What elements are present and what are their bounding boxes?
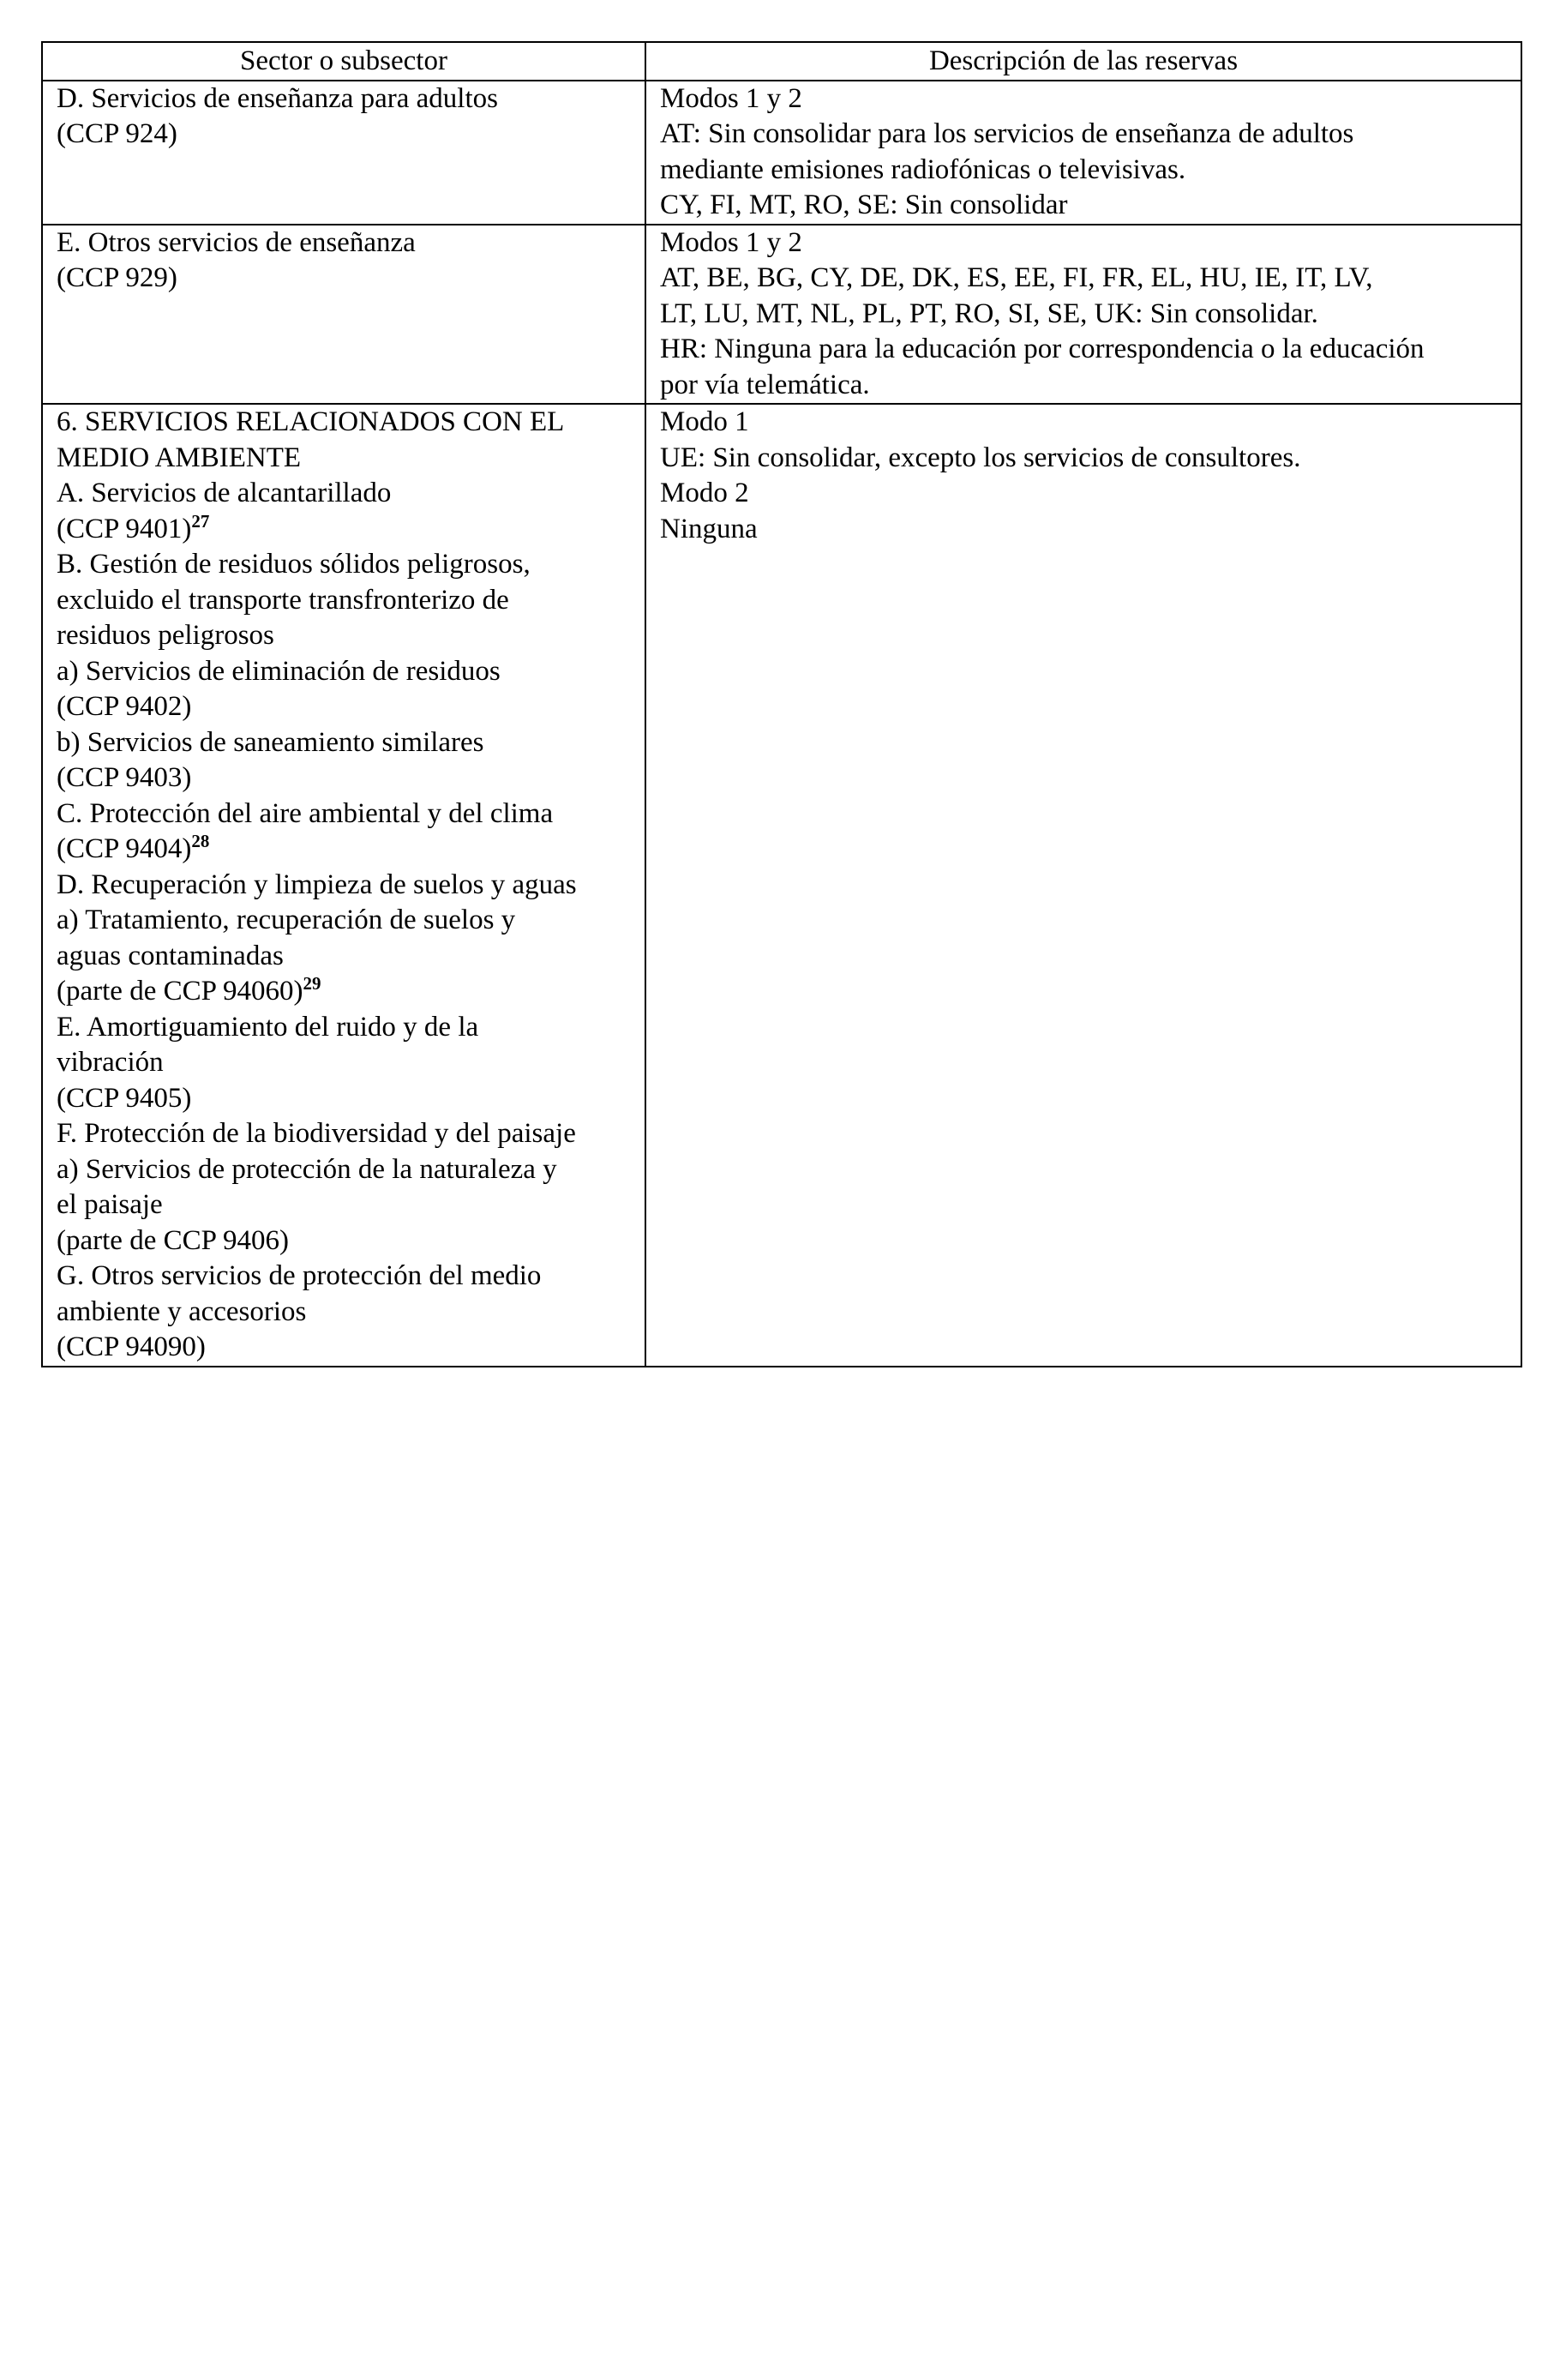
sector-line	[57, 261, 631, 297]
sector-line	[57, 225, 631, 261]
description-line: Modo 1	[660, 406, 749, 437]
description-line: LT, LU, MT, NL, PL, PT, RO, SI, SE, UK: Sin consolidar.	[660, 298, 1318, 329]
sector-text: excluido el transporte transfronterizo de	[57, 584, 509, 616]
sector-line	[57, 903, 631, 939]
sector-text: ambiente y accesorios	[57, 1295, 307, 1327]
table-row	[42, 404, 1521, 1367]
sector-line	[57, 974, 631, 1010]
sector-text: F. Protección de la biodiversidad y del paisaje	[57, 1118, 576, 1149]
sector-line	[57, 939, 631, 975]
sector-line	[57, 512, 631, 548]
footnote-reference: 27	[191, 510, 210, 532]
sector-text: a) Servicios de protección de la naturaleza y	[57, 1153, 557, 1185]
sector-line	[57, 583, 631, 619]
footnote-reference: 28	[191, 831, 210, 851]
sector-text: E. Amortiguamiento del ruido y de la	[57, 1011, 479, 1043]
sector-text: (CCP 94090)	[57, 1331, 206, 1362]
sector-text: 6. SERVICIOS RELACIONADOS CON EL	[57, 406, 565, 437]
description-cell	[645, 404, 1521, 1367]
sector-text: (parte de CCP 9406)	[57, 1224, 289, 1256]
sector-line	[57, 832, 631, 868]
header-sector: Sector o subsector	[42, 42, 645, 81]
sector-text: vibración	[57, 1047, 164, 1078]
header-description: Descripción de las reservas	[645, 42, 1521, 81]
description-line: AT, BE, BG, CY, DE, DK, ES, EE, FI, FR, EL, HU, IE, IT, LV,	[660, 262, 1373, 293]
sector-line	[57, 476, 631, 512]
sector-text: residuos peligrosos	[57, 620, 274, 651]
description-line: mediante emisiones radiofónicas o televisivas.	[660, 153, 1186, 185]
sector-line	[57, 1045, 631, 1081]
sector-line	[57, 1259, 631, 1295]
sector-text: b) Servicios de saneamiento similares	[57, 726, 484, 758]
sector-text: G. Otros servicios de protección del medio	[57, 1260, 542, 1291]
sector-line	[57, 760, 631, 796]
sector-text: aguas contaminadas	[57, 940, 284, 971]
footnote-reference: 29	[303, 973, 321, 994]
sector-cell	[42, 225, 645, 405]
sector-text: D. Servicios de enseñanza para adultos	[57, 82, 498, 114]
sector-line	[57, 654, 631, 690]
sector-text: el paisaje	[57, 1189, 163, 1220]
description-line: por vía telemática.	[660, 369, 870, 400]
sector-line	[57, 1152, 631, 1188]
sector-cell	[42, 81, 645, 225]
sector-text: E. Otros servicios de enseñanza	[57, 226, 416, 258]
sector-line	[57, 1116, 631, 1152]
sector-cell	[42, 404, 645, 1367]
description-line: AT: Sin consolidar para los servicios de enseñanza de adultos	[660, 118, 1354, 149]
sector-line	[57, 1330, 631, 1366]
description-line: Modo 2	[660, 478, 749, 508]
sector-text: a) Tratamiento, recuperación de suelos y	[57, 905, 516, 935]
description-line: Ninguna	[660, 513, 758, 544]
description-cell	[645, 81, 1521, 225]
sector-line	[57, 81, 631, 117]
description-line: CY, FI, MT, RO, SE: Sin consolidar	[660, 189, 1068, 220]
sector-line	[57, 547, 631, 583]
sector-text: (CCP 9404)	[57, 833, 192, 864]
sector-line	[57, 1081, 631, 1117]
sector-line	[57, 1010, 631, 1046]
sector-text: (CCP 9403)	[57, 762, 192, 793]
description-line: HR: Ninguna para la educación por correspondencia o la educación	[660, 334, 1425, 364]
table-body	[42, 81, 1521, 1367]
description-line: Modos 1 y 2	[660, 82, 802, 114]
sector-line	[57, 868, 631, 904]
sector-text: A. Servicios de alcantarillado	[57, 478, 392, 508]
sector-text: (CCP 9405)	[57, 1082, 192, 1114]
reserves-table	[41, 41, 1522, 1367]
sector-text: a) Servicios de eliminación de residuos	[57, 655, 501, 687]
sector-text: (parte de CCP 94060)	[57, 976, 303, 1007]
table-header-row	[42, 42, 1521, 81]
sector-text: MEDIO AMBIENTE	[57, 442, 302, 473]
description-line: Modos 1 y 2	[660, 226, 802, 258]
sector-line	[57, 725, 631, 761]
sector-line	[57, 1187, 631, 1223]
sector-text: D. Recuperación y limpieza de suelos y aguas	[57, 868, 577, 900]
sector-text: (CCP 9401)	[57, 513, 192, 544]
sector-line	[57, 441, 631, 477]
sector-line	[57, 1223, 631, 1259]
table-row	[42, 81, 1521, 225]
sector-line	[57, 1295, 631, 1331]
sector-text: (CCP 929)	[57, 262, 177, 293]
sector-line	[57, 618, 631, 654]
sector-text: B. Gestión de residuos sólidos peligrosos,	[57, 549, 531, 580]
sector-line	[57, 405, 631, 441]
sector-text: (CCP 924)	[57, 118, 177, 149]
description-line: UE: Sin consolidar, excepto los servicios de consultores.	[660, 442, 1301, 473]
document-page	[41, 41, 1521, 1367]
sector-text: (CCP 9402)	[57, 691, 192, 722]
table-row	[42, 225, 1521, 405]
sector-line	[57, 689, 631, 725]
description-cell	[645, 225, 1521, 405]
sector-line	[57, 117, 631, 153]
sector-text: C. Protección del aire ambiental y del clima	[57, 797, 554, 829]
sector-line	[57, 796, 631, 832]
